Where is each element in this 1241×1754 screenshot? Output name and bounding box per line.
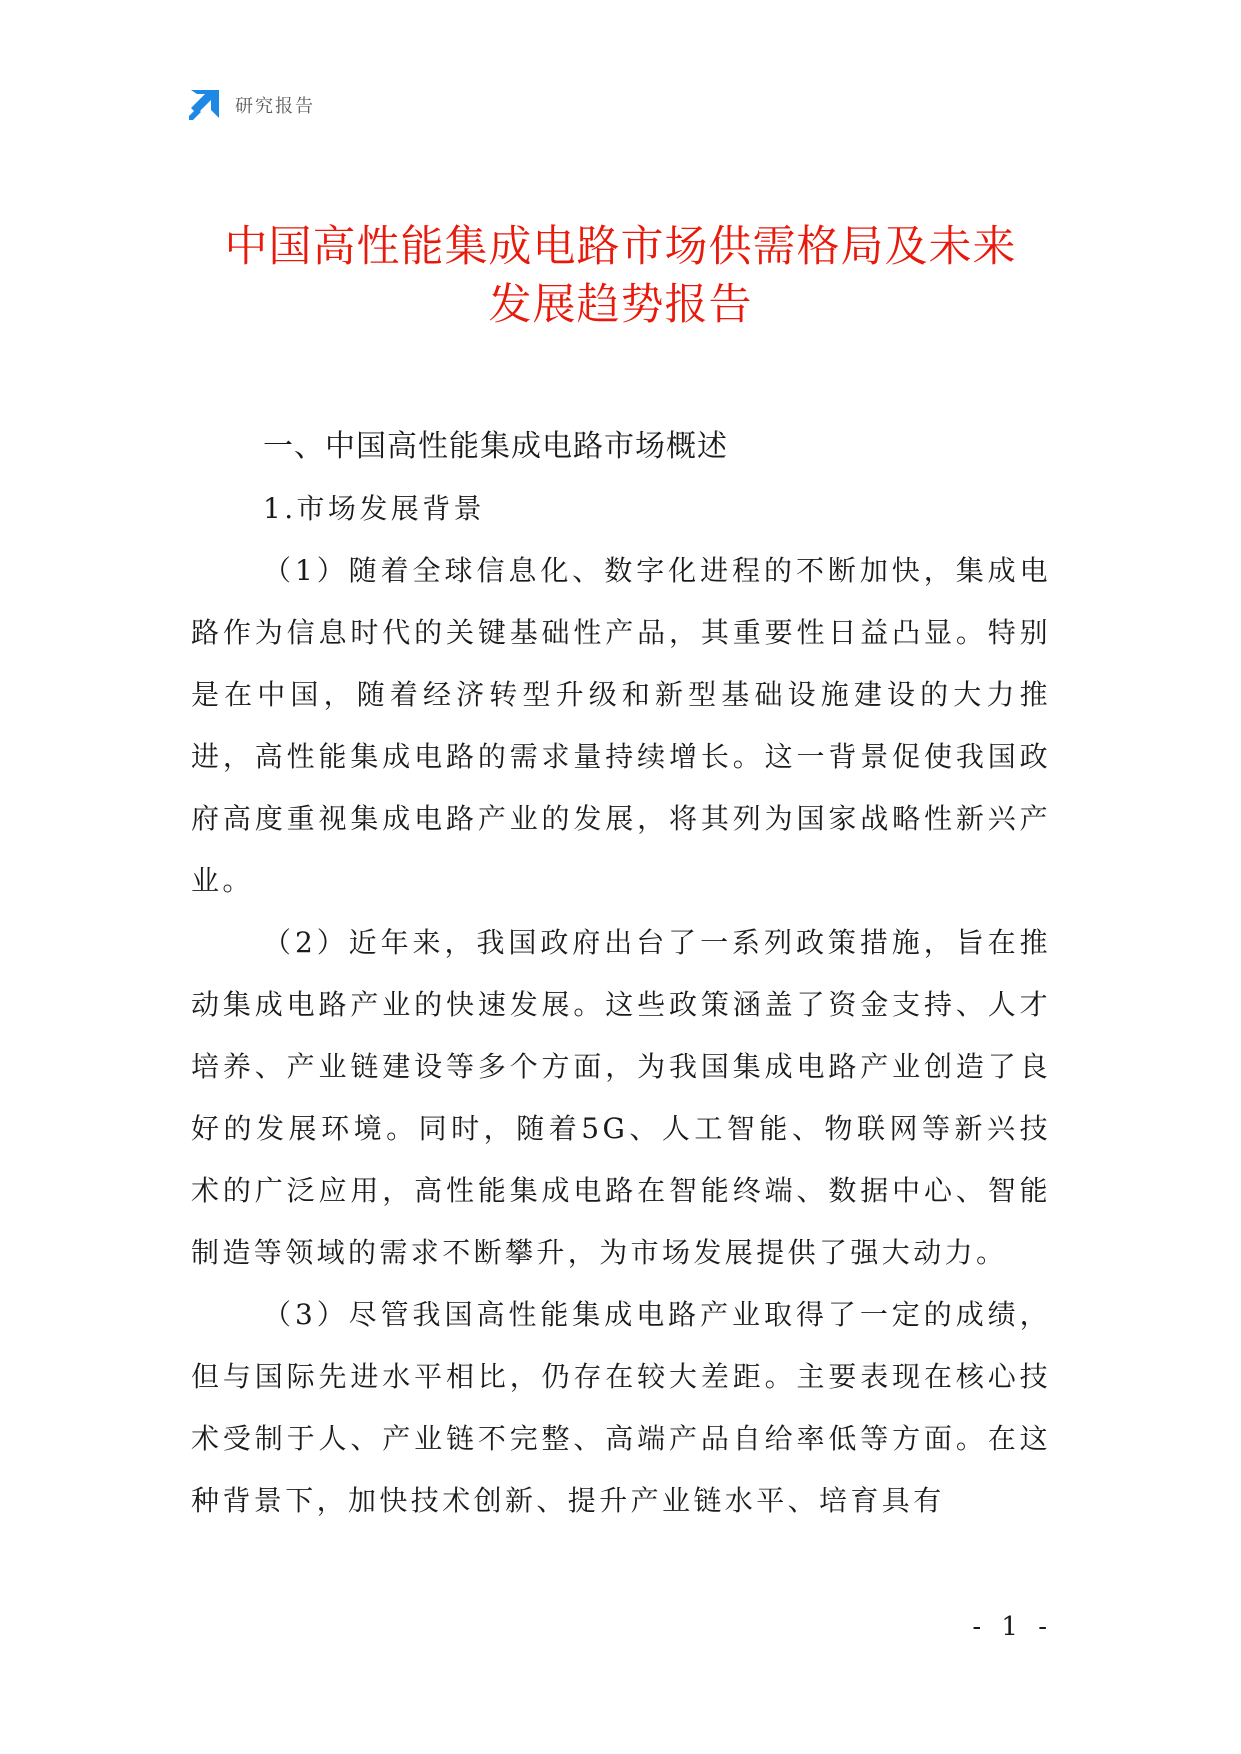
paragraph-1: （1）随着全球信息化、数字化进程的不断加快，集成电路作为信息时代的关键基础性产品，其重要性日益凸显。特别是在中国，随着经济转型升级和新型基础设施建设的大力推进，高性能集成电路的需求量持续增长。这一背景促使我国政府高度重视集成电路产业的发展，将其列为国家战略性新兴产业。 (191, 554, 1051, 897)
header-label: 研究报告 (235, 96, 315, 117)
arrow-up-right-icon (187, 88, 221, 122)
document-body (191, 416, 1051, 1532)
title-line-2: 发展趋势报告 (488, 280, 753, 330)
subsection-heading: 1.市场发展背景 (263, 492, 485, 525)
title-line-1: 中国高性能集成电路市场供需格局及未来 (224, 222, 1017, 272)
paragraph-2: （2）近年来，我国政府出台了一系列政策措施，旨在推动集成电路产业的快速发展。这些政策涵盖了资金支持、人才培养、产业链建设等多个方面，为我国集成电路产业创造了良好的发展环境。同时，随着5G、人工智能、物联网等新兴技术的广泛应用，高性能集成电路在智能终端、数据中心、智能制造等领域的需求不断攀升，为市场发展提供了强大动力。 (191, 926, 1051, 1269)
paragraph-3: （3）尽管我国高性能集成电路产业取得了一定的成绩，但与国际先进水平相比，仍存在较大差距。主要表现在核心技术受制于人、产业链不完整、高端产品自给率低等方面。在这种背景下，加快技术创新、提升产业链水平、培育具有 (191, 1298, 1051, 1517)
page-number: - 1 - (972, 1612, 1053, 1642)
page-title (150, 218, 1091, 334)
section-heading: 一、中国高性能集成电路市场概述 (263, 429, 728, 464)
report-header (187, 88, 315, 122)
